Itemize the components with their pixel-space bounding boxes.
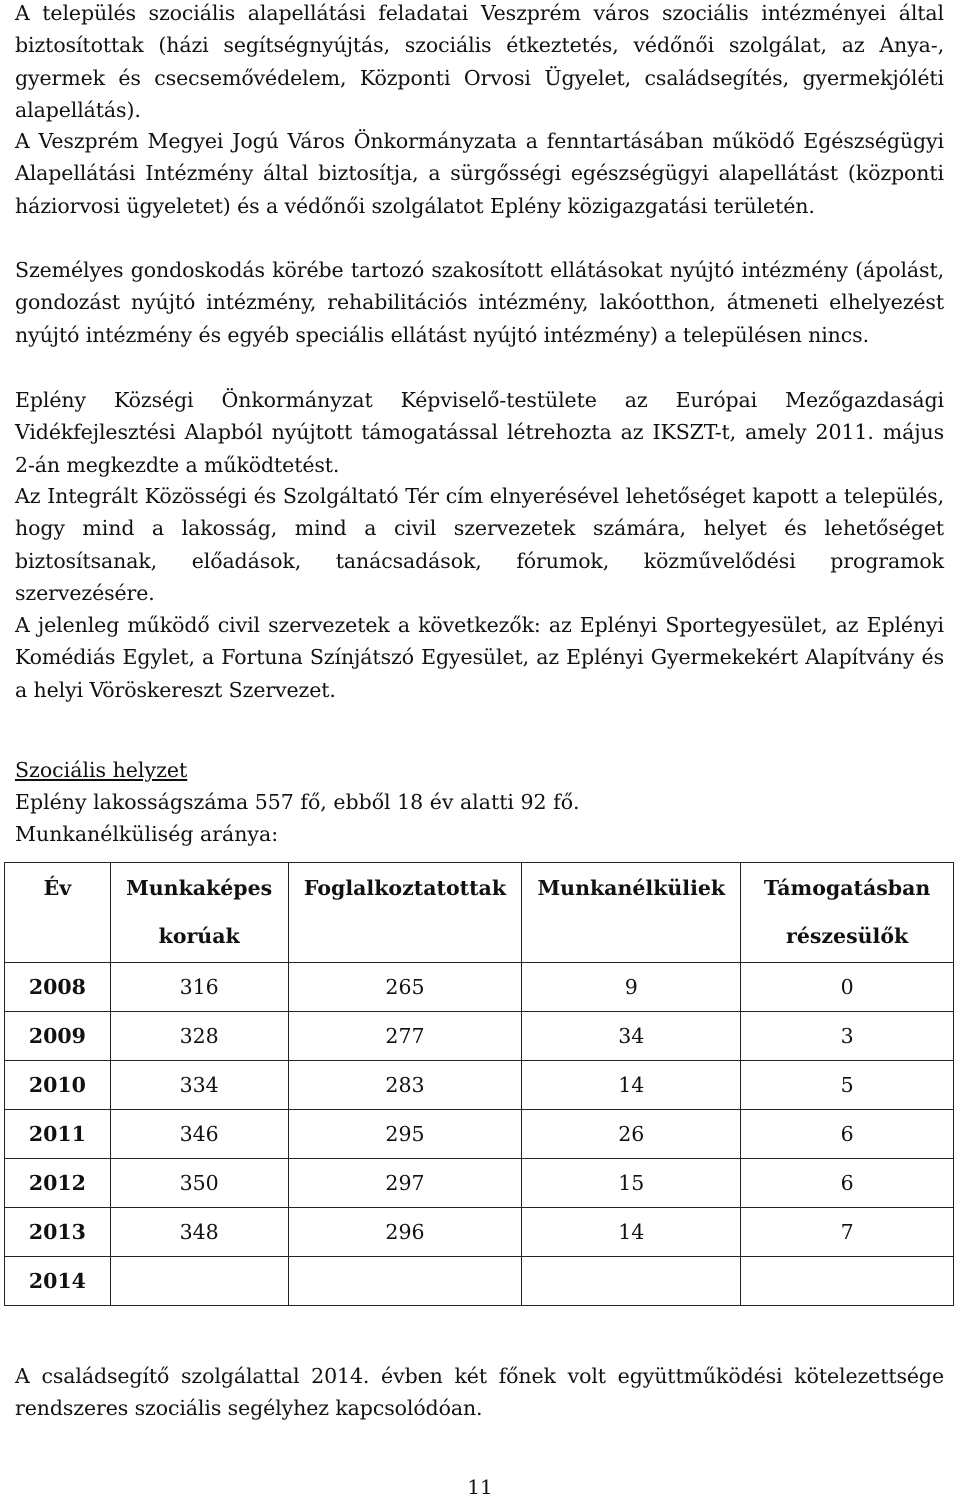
table-row	[5, 1208, 954, 1257]
cell-supported: 0	[741, 963, 954, 1012]
cell-working-age: 328	[110, 1012, 288, 1061]
cell-employed: 295	[288, 1110, 522, 1159]
header-employed: Foglalkoztatottak	[288, 863, 522, 963]
cell-year: 2009	[5, 1012, 111, 1061]
table-row	[5, 1012, 954, 1061]
paragraph-social-services: A település szociális alapellátási feladatai Veszprém város szociális intézményei által biztosítottak (házi segítségnyújtás, szociális étkeztetés, védőnői szolgálat, az Anya-, gyermek és csecsemővédelem, Központi Orvosi Ügyelet, családsegítés, gyermekjóléti alapellátás).	[15, 1, 944, 123]
cell-unemployed: 26	[522, 1110, 741, 1159]
cell-supported	[741, 1257, 954, 1306]
unemployment-table	[4, 862, 954, 1306]
cell-supported: 7	[741, 1208, 954, 1257]
cell-year: 2014	[5, 1257, 111, 1306]
table-row	[5, 1257, 954, 1306]
page-number: 11	[467, 1475, 493, 1499]
cell-year: 2010	[5, 1061, 111, 1110]
header-working-age: Munkaképes korúak	[110, 863, 288, 963]
cell-employed: 283	[288, 1061, 522, 1110]
unemployment-label: Munkanélküliség aránya:	[15, 822, 279, 846]
cell-working-age: 348	[110, 1208, 288, 1257]
section-heading: Szociális helyzet	[15, 758, 188, 782]
cell-employed: 265	[288, 963, 522, 1012]
cell-unemployed: 9	[522, 963, 741, 1012]
header-year: Év	[5, 863, 111, 963]
cell-employed: 277	[288, 1012, 522, 1061]
paragraph-family-support: A családsegítő szolgálattal 2014. évben két főnek volt együttműködési kötelezettsége rendszeres szociális segélyhez kapcsolódóan.	[15, 1364, 944, 1421]
cell-supported: 6	[741, 1110, 954, 1159]
header-unemployed: Munkanélküliek	[522, 863, 741, 963]
paragraph-ikszt: Eplény Községi Önkormányzat Képviselő-testülete az Európai Mezőgazdasági Vidékfejlesztési Alapból nyújtott támogatással létrehozta az IKSZT-t, amely 2011. május 2-án megkezdte a működtetést.	[15, 388, 944, 477]
cell-unemployed	[522, 1257, 741, 1306]
table-row	[5, 963, 954, 1012]
paragraph-personal-care: Személyes gondoskodás körébe tartozó szakosított ellátásokat nyújtó intézmény (ápolást, gondozást nyújtó intézmény, rehabilitációs intézmény, lakóotthon, átmeneti elhelyezést nyújtó intézmény és egyéb speciális ellátást nyújtó intézmény) a településen nincs.	[15, 258, 944, 347]
cell-year: 2011	[5, 1110, 111, 1159]
cell-unemployed: 15	[522, 1159, 741, 1208]
table-row	[5, 1110, 954, 1159]
cell-employed	[288, 1257, 522, 1306]
cell-supported: 6	[741, 1159, 954, 1208]
table-row	[5, 1061, 954, 1110]
cell-year: 2008	[5, 963, 111, 1012]
paragraph-community-space: Az Integrált Közösségi és Szolgáltató Tér cím elnyerésével lehetőséget kapott a település, hogy mind a lakosság, mind a civil szervezetek számára, helyet és lehetőséget biztosítsanak, előadások, tanácsadások, fórumok, közművelődési programok szervezésére.	[15, 484, 944, 606]
cell-employed: 297	[288, 1159, 522, 1208]
population-line: Eplény lakosságszáma 557 fő, ebből 18 év alatti 92 fő.	[15, 790, 580, 814]
cell-supported: 3	[741, 1012, 954, 1061]
cell-unemployed: 14	[522, 1208, 741, 1257]
table-row	[5, 1159, 954, 1208]
cell-year: 2012	[5, 1159, 111, 1208]
cell-employed: 296	[288, 1208, 522, 1257]
paragraph-civil-organizations: A jelenleg működő civil szervezetek a következők: az Eplényi Sportegyesület, az Eplényi Komédiás Egylet, a Fortuna Színjátszó Egyesület, az Eplényi Gyermekekért Alapítvány és a helyi Vöröskereszt Szervezet.	[15, 613, 944, 702]
cell-working-age: 334	[110, 1061, 288, 1110]
cell-unemployed: 34	[522, 1012, 741, 1061]
cell-working-age	[110, 1257, 288, 1306]
table-header-row	[5, 863, 954, 963]
cell-working-age: 350	[110, 1159, 288, 1208]
paragraph-health-care: A Veszprém Megyei Jogú Város Önkormányzata a fenntartásában működő Egészségügyi Alapellátási Intézmény által biztosítja, a sürgősségi egészségügyi alapellátást (központi háziorvosi ügyeletet) és a védőnői szolgálatot Eplény közigazgatási területén.	[15, 129, 944, 218]
cell-unemployed: 14	[522, 1061, 741, 1110]
cell-supported: 5	[741, 1061, 954, 1110]
header-supported: Támogatásban részesülők	[741, 863, 954, 963]
cell-working-age: 316	[110, 963, 288, 1012]
cell-working-age: 346	[110, 1110, 288, 1159]
cell-year: 2013	[5, 1208, 111, 1257]
